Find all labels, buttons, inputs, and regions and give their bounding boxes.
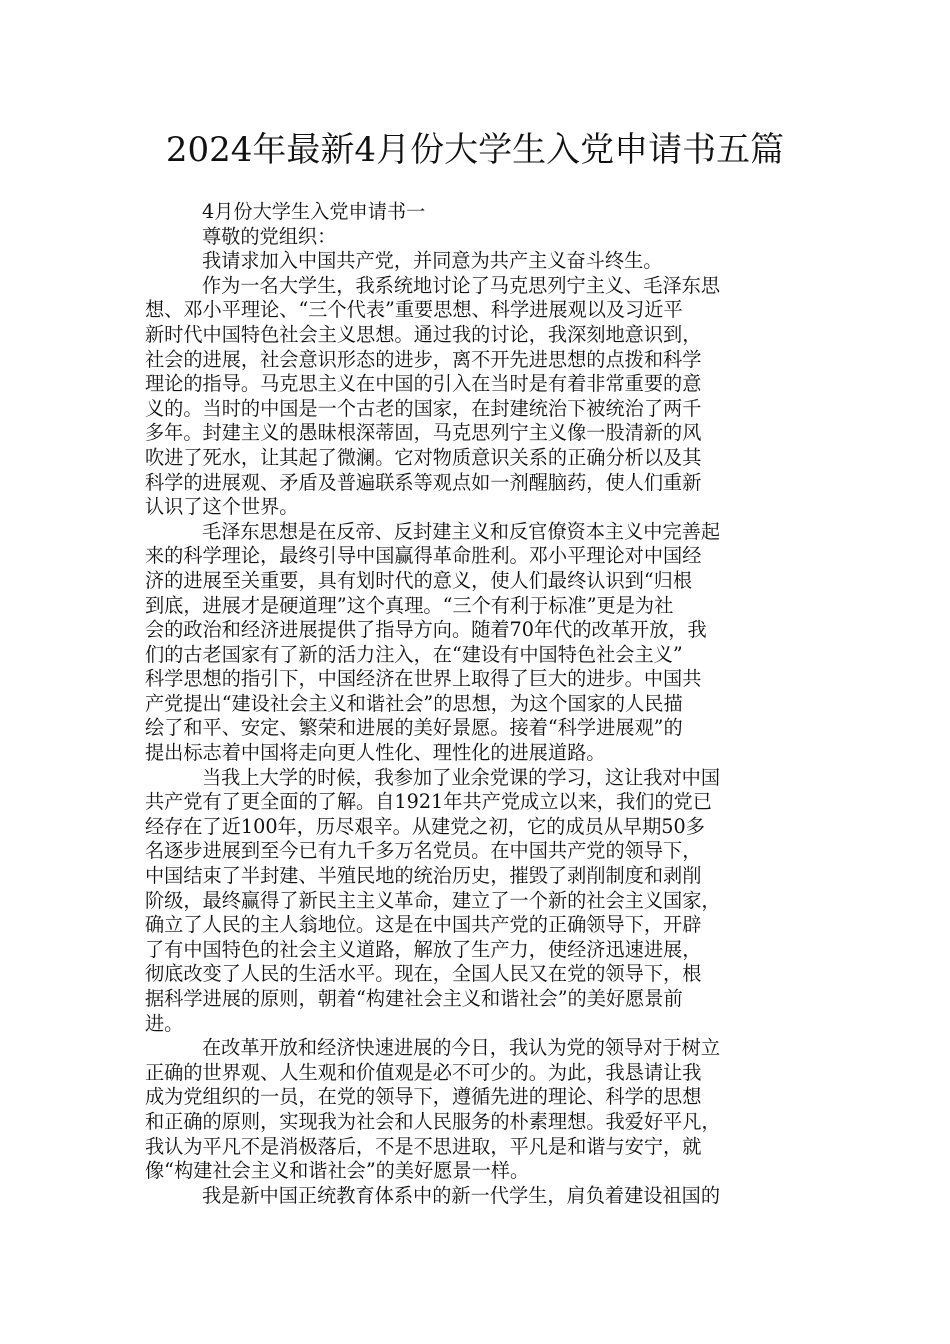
- text-line: 理论的指导。马克思主义在中国的引入在当时是有着非常重要的意: [145, 372, 702, 396]
- text-line: 科学的进展观、矛盾及普遍联系等观点如一剂醒脑药，使人们重新: [145, 470, 702, 494]
- text-line: 来的科学理论，最终引导中国赢得革命胜利。邓小平理论对中国经: [145, 544, 702, 568]
- text-line: 了有中国特色的社会主义道路，解放了生产力，使经济迅速进展，: [145, 937, 702, 961]
- text-line: 们的古老国家有了新的活力注入，在“建设有中国特色社会主义”: [145, 642, 683, 666]
- text-line: 中国结束了半封建、半殖民地的统治历史，摧毁了剥削制度和剥削: [145, 864, 702, 888]
- text-line: 确立了人民的主人翁地位。这是在中国共产党的正确领导下，开辟: [145, 913, 702, 937]
- salutation: 尊敬的党组织：: [202, 224, 337, 248]
- text-line: 像“构建社会主义和谐社会”的美好愿景一样。: [145, 1159, 530, 1183]
- text-line: 彻底改变了人民的生活水平。现在，全国人民又在党的领导下，根: [145, 962, 702, 986]
- document-body: [145, 200, 817, 1208]
- text-line: 共产党有了更全面的了解。自1921年共产党成立以来，我们的党已: [145, 790, 712, 814]
- text-line: 吹进了死水，让其起了微澜。它对物质意识关系的正确分析以及其: [145, 445, 702, 469]
- text-line: 经存在了近100年，历尽艰辛。从建党之初，它的成员从早期50多: [145, 814, 705, 838]
- text-line: 产党提出“建设社会主义和谐社会”的思想，为这个国家的人民描: [145, 691, 683, 715]
- text-line: 作为一名大学生，我系统地讨论了马克思列宁主义、毛泽东思: [202, 273, 721, 297]
- text-line: 阶级，最终赢得了新民主主义革命，建立了一个新的社会主义国家，: [145, 888, 721, 912]
- text-line: 成为党组织的一员，在党的领导下，遵循先进的理论、科学的思想: [145, 1085, 702, 1109]
- text-line: 绘了和平、安定、繁荣和进展的美好景愿。接着“科学进展观”的: [145, 716, 683, 740]
- text-line: 当我上大学的时候，我参加了业余党课的学习，这让我对中国: [202, 765, 721, 789]
- section-heading: 4月份大学生入党申请书一: [202, 200, 426, 223]
- text-line: 我请求加入中国共产党，并同意为共产主义奋斗终生。: [202, 249, 663, 273]
- text-line: 认识了这个世界。: [145, 495, 299, 519]
- text-line: 会的政治和经济进展提供了指导方向。随着70年代的改革开放，我: [145, 618, 707, 642]
- text-line: 进。: [145, 1011, 184, 1035]
- text-line: 多年。封建主义的愚昧根深蒂固，马克思列宁主义像一股清新的风: [145, 421, 702, 445]
- text-line: 毛泽东思想是在反帝、反封建主义和反官僚资本主义中完善起: [202, 519, 721, 543]
- text-line: 和正确的原则，实现我为社会和人民服务的朴素理想。我爱好平凡，: [145, 1109, 721, 1133]
- text-line: 想、邓小平理论、“三个代表”重要思想、科学进展观以及习近平: [145, 298, 683, 322]
- text-line: 义的。当时的中国是一个古老的国家，在封建统治下被统治了两千: [145, 396, 702, 420]
- text-line: 社会的进展，社会意识形态的进步，离不开先进思想的点拨和科学: [145, 347, 702, 371]
- text-line: 名逐步进展到至今已有九千多万名党员。在中国共产党的领导下，: [145, 839, 702, 863]
- text-line: 提出标志着中国将走向更人性化、理性化的进展道路。: [145, 741, 606, 765]
- text-line: 我是新中国正统教育体系中的新一代学生，肩负着建设祖国的: [202, 1183, 721, 1207]
- text-line: 新时代中国特色社会主义思想。通过我的讨论，我深刻地意识到，: [145, 322, 702, 346]
- text-line: 我认为平凡不是消极落后，不是不思进取，平凡是和谐与安宁，就: [145, 1134, 702, 1158]
- text-line: 到底，进展才是硬道理”这个真理。“三个有利于标准”更是为社: [145, 593, 674, 617]
- text-line: 在改革开放和经济快速进展的今日，我认为党的领导对于树立: [202, 1036, 721, 1060]
- text-line: 正确的世界观、人生观和价值观是必不可少的。为此，我恳请让我: [145, 1060, 702, 1084]
- text-line: 济的进展至关重要，具有划时代的意义，使人们最终认识到“归根: [145, 568, 693, 592]
- text-line: 据科学进展的原则，朝着“构建社会主义和谐社会”的美好愿景前: [145, 987, 683, 1010]
- text-line: 科学思想的指引下，中国经济在世界上取得了巨大的进步。中国共: [145, 667, 702, 691]
- document-title: 2024年最新4月份大学生入党申请书五篇: [165, 130, 785, 170]
